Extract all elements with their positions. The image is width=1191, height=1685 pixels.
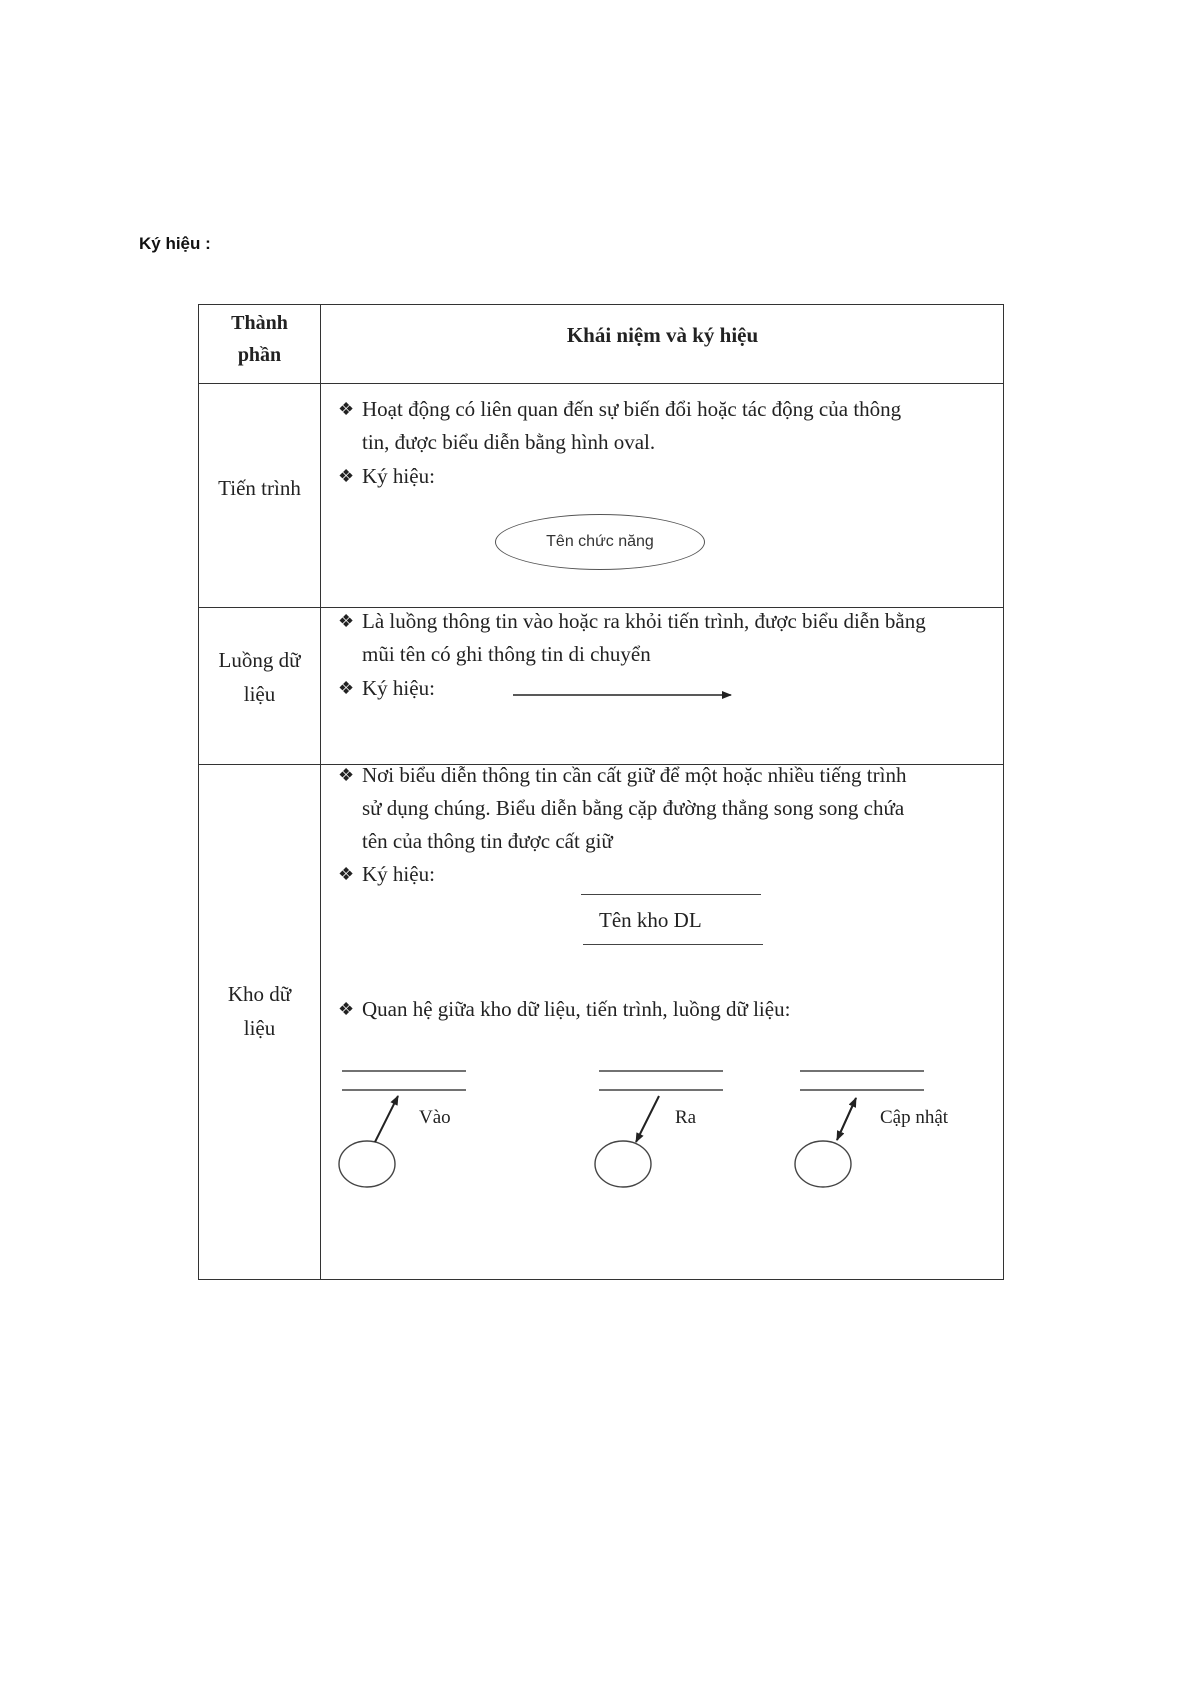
text-line: Luồng dữ: [218, 648, 301, 672]
text-line: Kho dữ: [227, 982, 292, 1006]
header-component-line: Thành: [231, 312, 288, 334]
relation-label-update: Cập nhật: [880, 1107, 949, 1128]
text-line: Hoạt động có liên quan đến sự biến đổi hoặc tác động của thông: [362, 397, 902, 421]
text-line: Ký hiệu:: [362, 464, 435, 488]
diamond-bullet-icon: ❖: [338, 399, 355, 419]
header-concept: Khái niệm và ký hiệu: [566, 323, 759, 347]
diamond-bullet-icon: ❖: [338, 864, 355, 884]
text-line: sử dụng chúng. Biểu diễn bằng cặp đường thẳng song song chứa: [362, 796, 905, 820]
diamond-bullet-icon: ❖: [338, 678, 355, 698]
page-heading: Ký hiệu :: [139, 234, 211, 253]
text-line: liệu: [243, 1016, 276, 1040]
relation-update-diagram: [795, 1071, 924, 1187]
diamond-bullet-icon: ❖: [338, 611, 355, 631]
text-line: liệu: [243, 682, 276, 706]
text-line: Ký hiệu:: [362, 862, 435, 886]
header-component-line: phần: [237, 344, 282, 366]
relation-out-diagram: [595, 1071, 723, 1187]
relation-label-in: Vào: [419, 1107, 451, 1128]
text-line: Nơi biểu diễn thông tin cần cất giữ để một hoặc nhiều tiếng trình: [362, 763, 907, 787]
text-line: Quan hệ giữa kho dữ liệu, tiến trình, luồng dữ liệu:: [362, 997, 791, 1021]
symbol-drawings: [199, 305, 1005, 1281]
diamond-bullet-icon: ❖: [338, 765, 355, 785]
text-line: tin, được biểu diễn bằng hình oval.: [362, 430, 656, 454]
diamond-bullet-icon: ❖: [338, 999, 355, 1019]
process-oval-symbol: Tên chức năng: [495, 514, 705, 570]
relation-label-out: Ra: [675, 1107, 697, 1128]
diamond-bullet-icon: ❖: [338, 466, 355, 486]
text-line: tên của thông tin được cất giữ: [362, 829, 613, 853]
dfd-symbol-table: [198, 304, 1004, 1280]
store-symbol-label: Tên kho DL: [599, 908, 702, 932]
row-name-process: Tiến trình: [218, 476, 301, 500]
text-line: Là luồng thông tin vào hoặc ra khỏi tiến trình, được biểu diễn bằng: [362, 609, 926, 633]
text-line: mũi tên có ghi thông tin di chuyển: [362, 642, 651, 666]
text-line: Ký hiệu:: [362, 676, 435, 700]
relation-in-diagram: [339, 1071, 466, 1187]
